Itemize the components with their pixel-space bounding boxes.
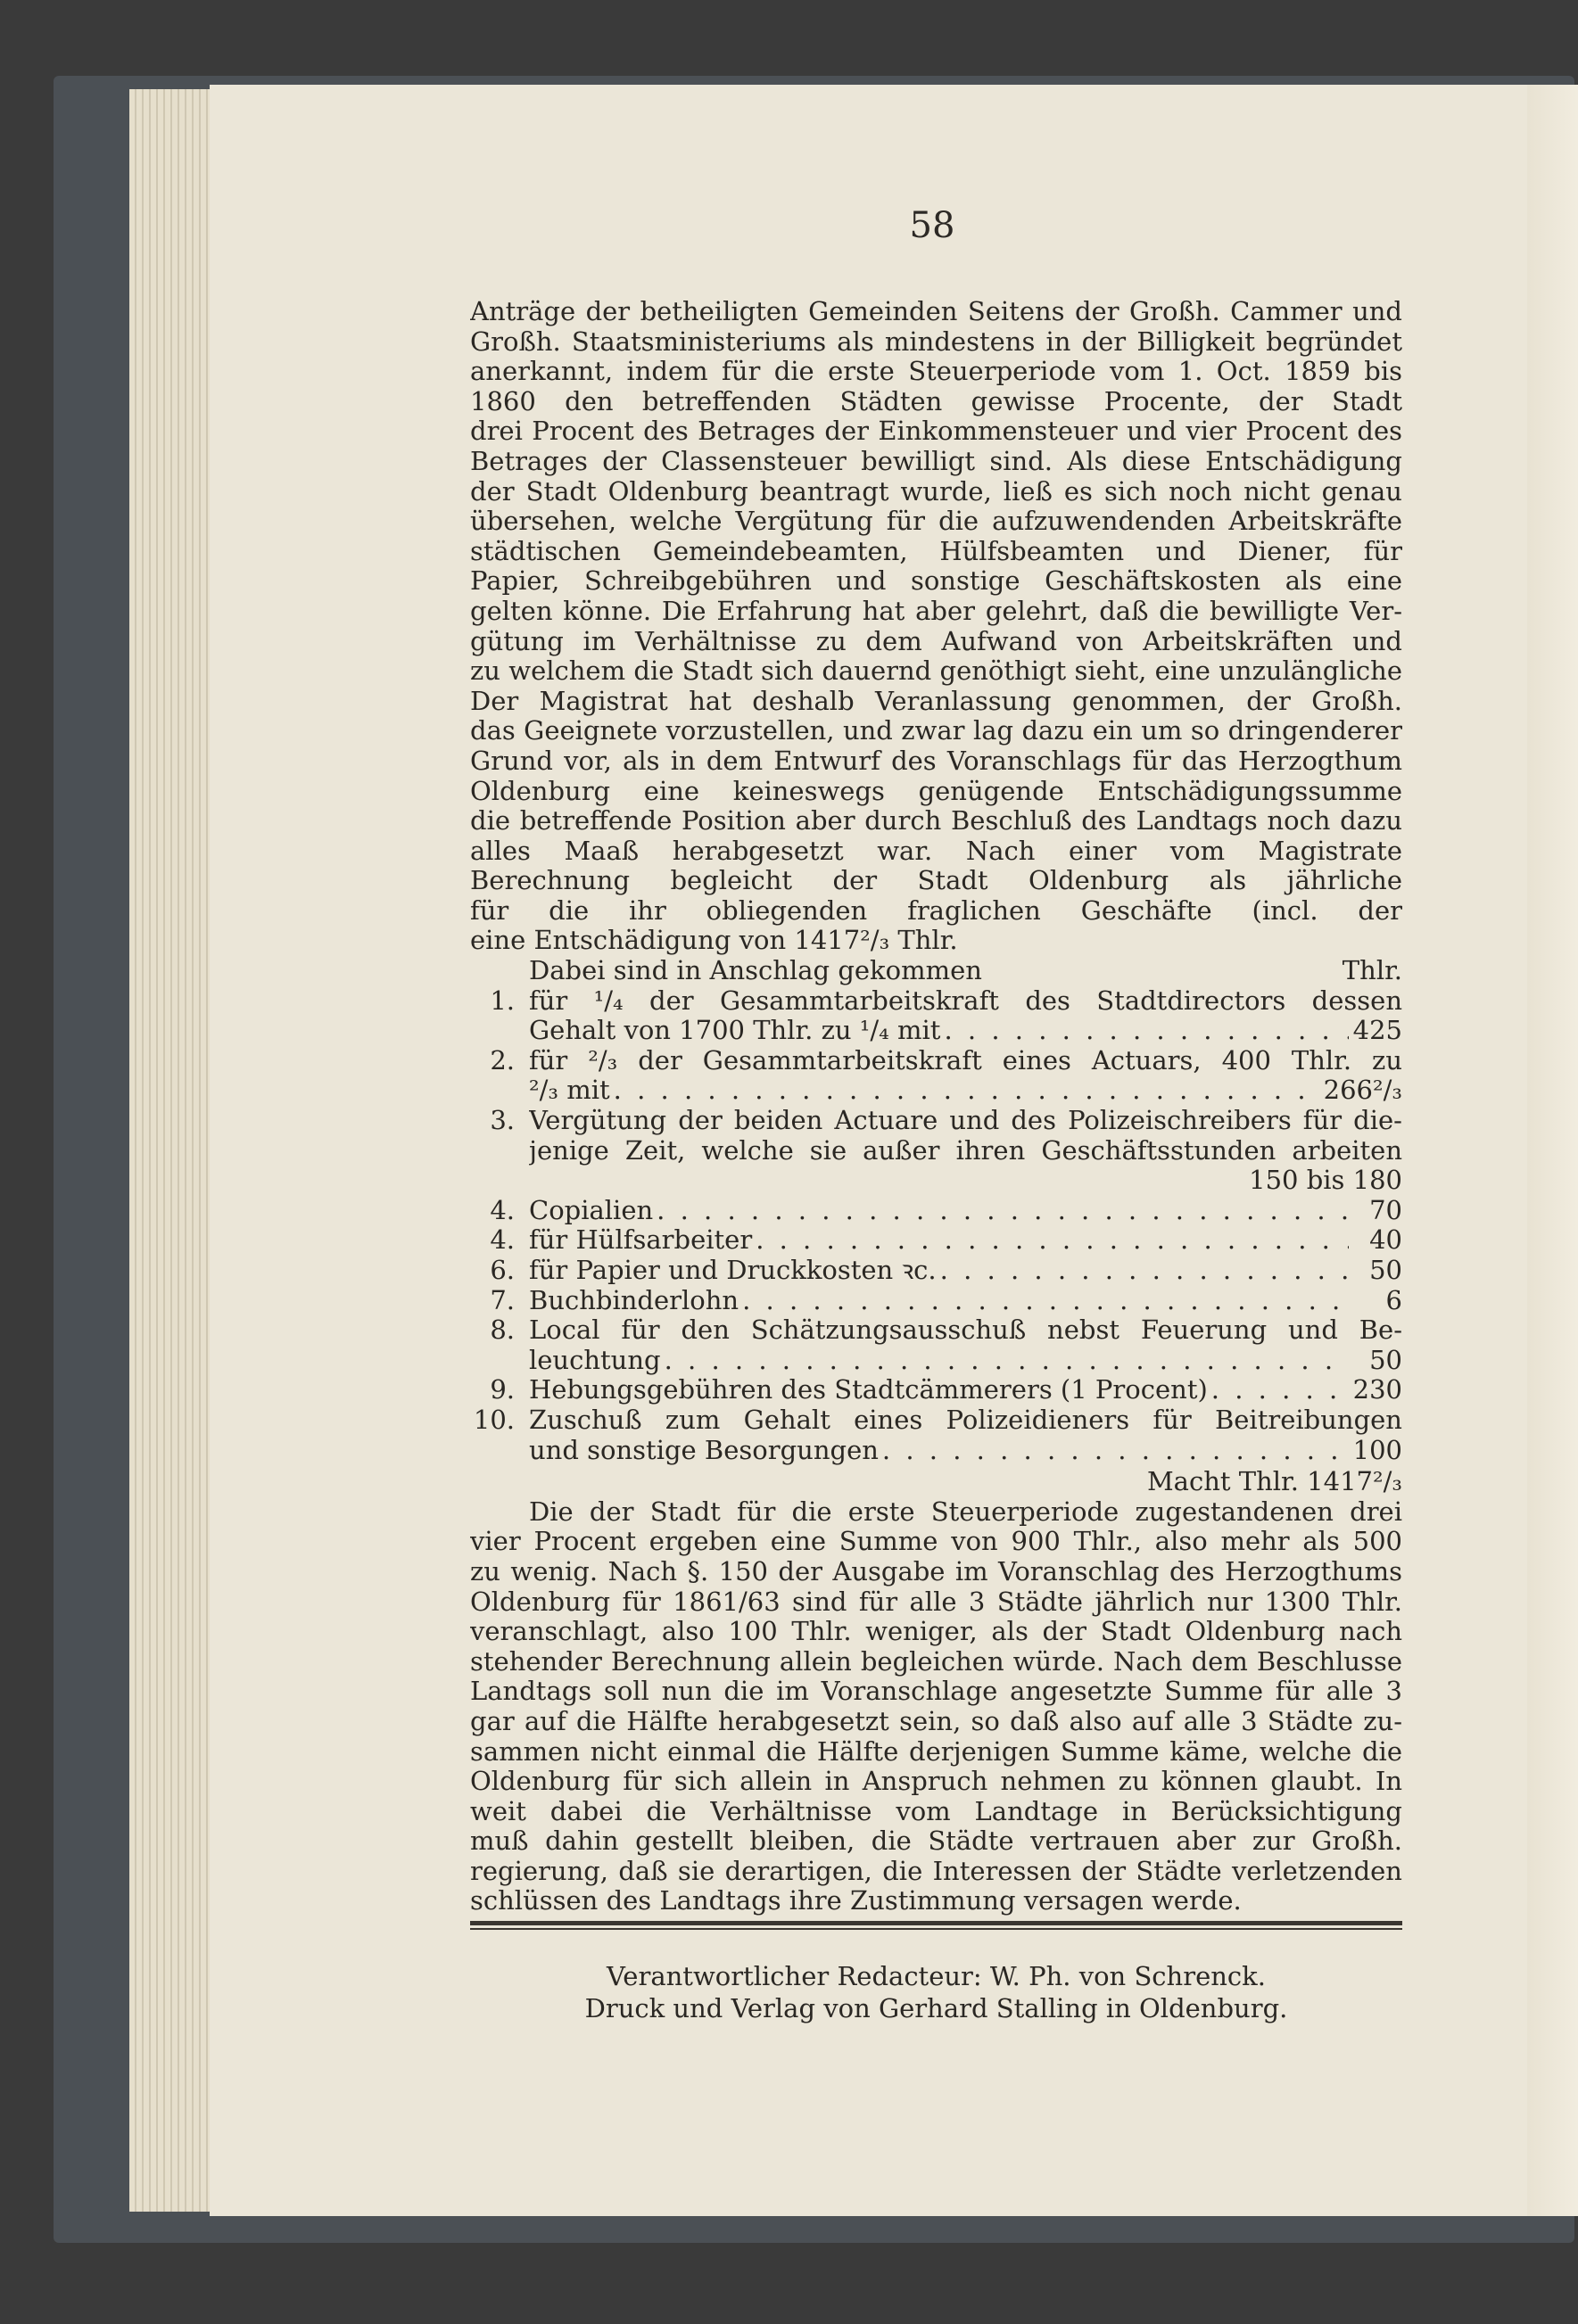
cost-item-body — [529, 1225, 1402, 1256]
cost-item-amount: 70 — [1369, 1194, 1402, 1225]
paragraph1-line: drei Procent des Betrages der Einkommensteuer und vier Procent des — [470, 416, 1402, 447]
paragraph2-line: veranschlagt, also 100 Thlr. weniger, als der Stadt Oldenburg nach — [470, 1617, 1402, 1647]
cost-item-text: für Papier und Druckkosten ꝛc. — [529, 1255, 937, 1285]
dot-leader — [665, 1346, 1349, 1376]
imprint-editor: Verantwortlicher Redacteur: W. Ph. von Schrenck. — [607, 1961, 1266, 1991]
dot-leader — [882, 1436, 1349, 1466]
paragraph1-line: alles Maaß herabgesetzt war. Nach einer vom Magistrate — [470, 836, 1402, 866]
paragraph1-line: der Stadt Oldenburg beantragt wurde, ließ es sich noch nicht genau — [470, 476, 1402, 507]
paragraph1-line: 1860 den betreffenden Städten gewisse Procente, der Stadt — [470, 386, 1402, 416]
cost-item-number: 2. — [490, 1044, 515, 1075]
imprint-publisher: Druck und Verlag von Gerhard Stalling in Oldenburg. — [584, 1993, 1288, 2023]
list-intro-text: Dabei sind in Anschlag gekommen — [529, 956, 982, 986]
dot-leader — [1211, 1375, 1349, 1405]
cost-item — [470, 1405, 1402, 1465]
cost-item-text: Vergütung der beiden Actuare und des Polizeischreibers für die- — [529, 1106, 1402, 1136]
dot-leader — [944, 1016, 1349, 1046]
paragraph-2 — [470, 1497, 1402, 1916]
paragraph1-line: Betrages der Classensteuer bewilligt sind. Als diese Entschädigung — [470, 446, 1402, 476]
cost-item-body — [529, 1375, 1402, 1405]
paragraph2-line: sammen nicht einmal die Hälfte derjenigen Summe käme, welche die — [470, 1736, 1402, 1767]
cost-items-list — [470, 986, 1402, 1466]
cost-item-amount: 230 — [1352, 1374, 1402, 1405]
cost-item-number: 3. — [490, 1105, 515, 1136]
paragraph2-line: Oldenburg für 1861/63 sind für alle 3 Städte jährlich nur 1300 Thlr. — [470, 1586, 1402, 1617]
cost-item — [470, 1375, 1402, 1405]
cost-item-last-line — [529, 1196, 1402, 1226]
cost-item-text: Gehalt von 1700 Thlr. zu ¹/₄ mit — [529, 1015, 941, 1046]
paragraph1-line: Grund vor, als in dem Entwurf des Voranschlags für das Herzogthum — [470, 746, 1402, 776]
cost-item-text: für Hülfsarbeiter — [529, 1224, 753, 1256]
paragraph1-line: Oldenburg eine keineswegs genügende Entschädigungssumme — [470, 776, 1402, 806]
cost-item-amount: 150 bis 180 — [1249, 1166, 1402, 1196]
paragraph1-line: Anträge der betheiligten Gemeinden Seitens der Großh. Cammer und — [470, 297, 1402, 326]
cost-item — [470, 1286, 1402, 1316]
cost-item-last-line — [529, 1016, 1402, 1046]
total-line: Macht Thlr. 1417²/₃ — [1146, 1467, 1402, 1497]
cost-item-last-line — [529, 1346, 1402, 1376]
paragraph2-line: zu wenig. Nach §. 150 der Ausgabe im Voranschlag des Herzogthums — [470, 1556, 1402, 1586]
cost-item-number: 6. — [490, 1255, 515, 1285]
cost-item-text: Copialien — [529, 1194, 654, 1225]
paragraph1-line: für die ihr obliegenden fraglichen Geschäfte (incl. der — [470, 895, 1402, 926]
cost-item-body — [529, 1405, 1402, 1465]
cost-item — [470, 986, 1402, 1046]
cost-item-number: 4. — [490, 1194, 515, 1225]
paragraph2-line: stehender Berechnung allein begleichen würde. Nach dem Beschlusse — [470, 1646, 1402, 1677]
dot-leader — [742, 1286, 1349, 1316]
paragraph1-line: übersehen, welche Vergütung für die aufzuwendenden Arbeitskräfte — [470, 507, 1402, 537]
cost-item-amount: 100 — [1352, 1434, 1402, 1465]
cost-item-text: Zuschuß zum Gehalt eines Polizeidieners für Beitreibungen — [529, 1405, 1402, 1435]
cost-item-amount: 6 — [1385, 1284, 1402, 1315]
footer-rule-thick — [470, 1921, 1402, 1925]
dot-leader — [657, 1196, 1349, 1226]
paragraph1-line: städtischen Gemeindebeamten, Hülfsbeamten und Diener, für — [470, 536, 1402, 566]
paragraph2-line: Oldenburg für sich allein in Anspruch nehmen zu können glaubt. In — [470, 1767, 1402, 1797]
cost-item — [470, 1046, 1402, 1106]
cost-item-text: jenige Zeit, welche sie außer ihren Geschäftsstunden arbeiten — [529, 1135, 1402, 1166]
cost-item-last-line — [529, 1256, 1402, 1286]
cost-item-text: Buchbinderlohn — [529, 1284, 739, 1315]
list-intro — [470, 956, 1402, 986]
paragraph1-line: eine Entschädigung von 1417²/₃ Thlr. — [470, 926, 958, 956]
cost-item-last-line — [529, 1286, 1402, 1316]
cost-item-amount: 40 — [1369, 1224, 1402, 1256]
cost-item-number: 7. — [490, 1284, 515, 1315]
cost-item-body — [529, 1286, 1402, 1316]
cost-item-number: 4. — [490, 1224, 515, 1256]
cost-item-text: leuchtung — [529, 1344, 661, 1375]
paragraph2-line: muß dahin gestellt bleiben, die Städte vertrauen aber zur Großh. — [470, 1826, 1402, 1857]
paragraph1-line: Papier, Schreibgebühren und sonstige Geschäftskosten als eine — [470, 566, 1402, 597]
paragraph1-line: gütung im Verhältnisse zu dem Aufwand von Arbeitskräften und — [470, 626, 1402, 656]
paragraph1-line: Berechnung begleicht der Stadt Oldenburg als jährliche — [470, 866, 1402, 896]
dot-leader — [756, 1225, 1349, 1256]
cost-item-number: 1. — [490, 985, 515, 1016]
cost-item-amount: 50 — [1369, 1344, 1402, 1375]
cost-item-number: 10. — [473, 1404, 515, 1435]
paragraph2-line: vier Procent ergeben eine Summe von 900 Thlr., also mehr als 500 — [470, 1527, 1402, 1557]
cost-item-text: Hebungsgebühren des Stadtcämmerers (1 Procent) — [529, 1374, 1208, 1405]
paragraph1-line: Großh. Staatsministeriums als mindestens in der Billigkeit begründet — [470, 326, 1402, 357]
cost-item-number: 9. — [490, 1374, 515, 1405]
paragraph1-line: gelten könne. Die Erfahrung hat aber gelehrt, daß die bewilligte Ver- — [470, 596, 1402, 626]
cost-item-text: und sonstige Besorgungen — [529, 1434, 879, 1465]
list-intro-unit: Thlr. — [1342, 956, 1402, 986]
cost-item-body — [529, 1256, 1402, 1286]
page-text — [470, 297, 1402, 1916]
cost-item-text: für ¹/₄ der Gesammtarbeitskraft des Stadtdirectors dessen — [529, 985, 1402, 1016]
cost-item — [470, 1196, 1402, 1226]
cost-item-amount: 50 — [1369, 1255, 1402, 1285]
imprint — [470, 1960, 1402, 2024]
page-right-edge — [1527, 85, 1578, 2216]
cost-item-amount: 425 — [1352, 1015, 1402, 1046]
cost-item-text: ²/₃ mit — [529, 1075, 610, 1106]
paragraph1-line: anerkannt, indem für die erste Steuerperiode vom 1. Oct. 1859 bis — [470, 357, 1402, 387]
cost-item-body — [529, 986, 1402, 1046]
paragraph2-line: gar auf die Hälfte herabgesetzt sein, so daß also auf alle 3 Städte zu- — [470, 1706, 1402, 1736]
paragraph1-line: Der Magistrat hat deshalb Veranlassung genommen, der Großh. — [470, 686, 1402, 716]
cost-item — [470, 1256, 1402, 1286]
cost-item-last-line — [529, 1436, 1402, 1466]
cost-item-body — [529, 1315, 1402, 1375]
cost-item-body — [529, 1106, 1402, 1196]
cost-item-last-line — [529, 1075, 1402, 1106]
paragraph1-line: zu welchem die Stadt sich dauernd genöthigt sieht, eine unzulängliche — [470, 656, 1402, 687]
cost-item-body — [529, 1196, 1402, 1226]
cost-item-body — [529, 1046, 1402, 1106]
paragraph-1 — [470, 297, 1402, 956]
page-number: 58 — [909, 205, 955, 246]
paragraph1-line: das Geeignete vorzustellen, und zwar lag dazu ein um so dringenderer — [470, 716, 1402, 746]
cost-item — [470, 1315, 1402, 1375]
paragraph2-line: Die der Stadt für die erste Steuerperiode zugestandenen drei — [529, 1496, 1402, 1527]
paragraph2-line: regierung, daß sie derartigen, die Interessen der Städte verletzenden — [470, 1856, 1402, 1886]
cost-item-last-line — [529, 1375, 1402, 1405]
paragraph2-line: Landtags soll nun die im Voranschlage angesetzte Summe für alle 3 — [470, 1677, 1402, 1707]
cost-item — [470, 1106, 1402, 1196]
cost-item-text: für ²/₃ der Gesammtarbeitskraft eines Actuars, 400 Thlr. zu — [529, 1045, 1402, 1075]
cost-item-text: Local für den Schätzungsausschuß nebst Feuerung und Be- — [529, 1315, 1402, 1346]
paragraph1-line: die betreffende Position aber durch Beschluß des Landtags noch dazu — [470, 806, 1402, 836]
dot-leader — [940, 1256, 1349, 1286]
cost-item-amount: 266²/₃ — [1323, 1075, 1402, 1106]
cost-item-number: 8. — [490, 1314, 515, 1346]
cost-item — [470, 1225, 1402, 1256]
paragraph2-line: weit dabei die Verhältnisse vom Landtage in Berücksichtigung — [470, 1796, 1402, 1826]
cost-item-last-line — [529, 1225, 1402, 1256]
paragraph2-line: schlüssen des Landtags ihre Zustimmung versagen werde. — [470, 1886, 1242, 1916]
dot-leader — [614, 1075, 1320, 1106]
footer-rule-thin — [470, 1928, 1402, 1930]
